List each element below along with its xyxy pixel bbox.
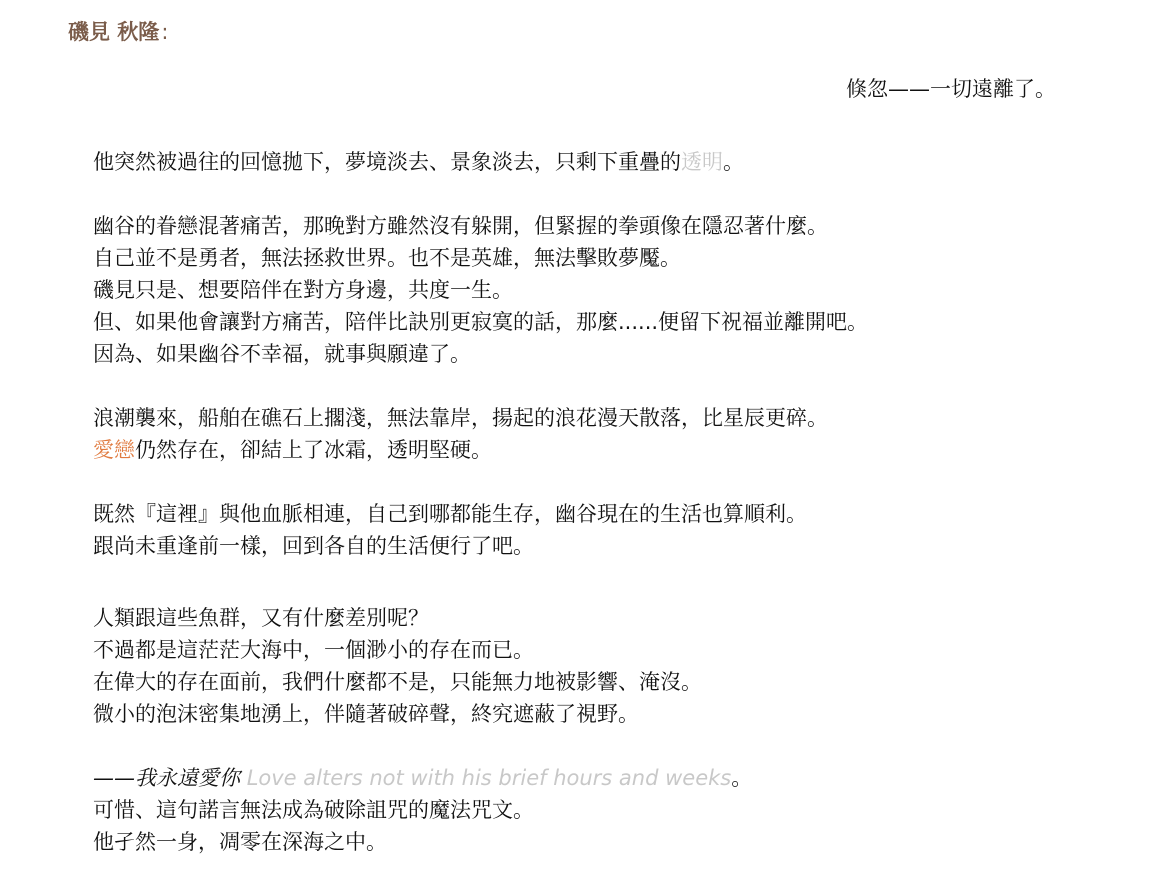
text-line: 他孑然一身，凋零在深海之中。 xyxy=(93,830,387,854)
story-body xyxy=(93,146,1093,858)
text-line: 愛戀仍然存在，卻結上了冰霜，透明堅硬。 xyxy=(93,438,492,462)
speaker-name: 磯見 秋隆 xyxy=(68,20,160,44)
text-line: 跟尚未重逢前一樣，回到各自的生活便行了吧。 xyxy=(93,534,534,558)
paragraph-gap xyxy=(93,730,1093,762)
text-line: 但、如果他會讓對方痛苦，陪伴比訣別更寂寞的話，那麼......便留下祝福並離開吧。 xyxy=(93,310,869,334)
quote-text: ——我永遠愛你 xyxy=(93,766,240,790)
text-line: 自己並不是勇者，無法拯救世界。也不是英雄，無法擊敗夢魘。 xyxy=(93,246,681,270)
text-line: 磯見只是、想要陪伴在對方身邊，共度一生。 xyxy=(93,278,513,302)
faded-word: 透明 xyxy=(681,150,723,174)
text-line: 微小的泡沫密集地湧上，伴隨著破碎聲，終究遮蔽了視野。 xyxy=(93,702,639,726)
text-line: 因為、如果幽谷不幸福，就事與願違了。 xyxy=(93,342,471,366)
text-line: 幽谷的眷戀混著痛苦，那晚對方雖然沒有躲開，但緊握的拳頭像在隱忍著什麼。 xyxy=(93,214,828,238)
text-line: 人類跟這些魚群，又有什麼差別呢？ xyxy=(93,606,429,630)
right-aligned-line: 倏忽——一切遠離了。 xyxy=(846,77,1056,101)
speaker-label xyxy=(68,18,168,46)
accent-word: 愛戀 xyxy=(93,438,135,462)
paragraph-gap xyxy=(93,370,1093,402)
text-line: 他突然被過往的回憶拋下，夢境淡去、景象淡去，只剩下重疊的透明。 xyxy=(93,150,744,174)
text-line: 可惜、這句諾言無法成為破除詛咒的魔法咒文。 xyxy=(93,798,534,822)
text-line: 浪潮襲來，船舶在礁石上擱淺，無法靠岸，揚起的浪花漫天散落，比星辰更碎。 xyxy=(93,406,828,430)
text-line: 不過都是這茫茫大海中，一個渺小的存在而已。 xyxy=(93,638,534,662)
text-line: 既然『這裡』與他血脈相連，自己到哪都能生存，幽谷現在的生活也算順利。 xyxy=(93,502,807,526)
paragraph-gap xyxy=(93,562,1093,602)
text-line: 在偉大的存在面前，我們什麼都不是，只能無力地被影響、淹沒。 xyxy=(93,670,702,694)
paragraph-gap xyxy=(93,178,1093,210)
faded-quote: Love alters not with his brief hours and weeks xyxy=(246,766,732,790)
text-line: ——我永遠愛你 Love alters not with his brief hours and weeks。 xyxy=(93,766,753,790)
speaker-colon: : xyxy=(161,20,169,44)
paragraph-gap xyxy=(93,466,1093,498)
